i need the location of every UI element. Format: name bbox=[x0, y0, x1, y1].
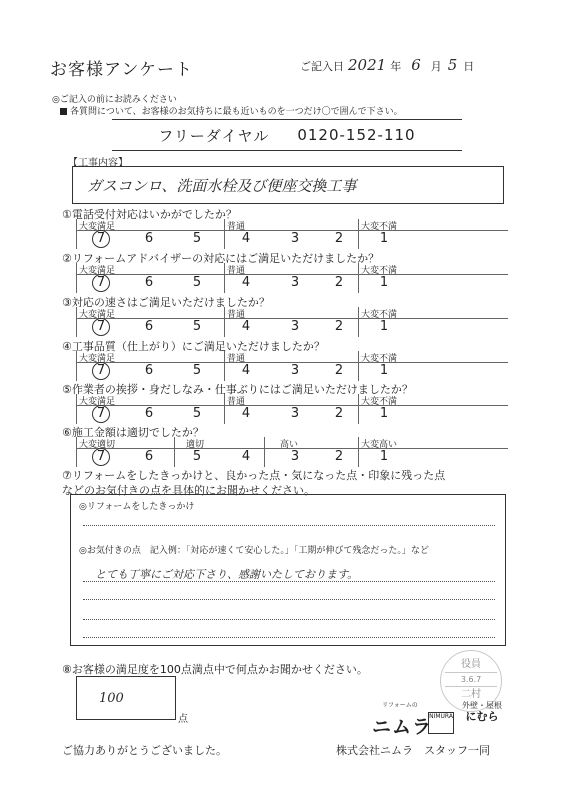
instruction-heading: ◎ご記入の前にお読みください bbox=[52, 95, 177, 105]
date-day-unit: 日 bbox=[463, 60, 475, 73]
scale-right-label: 大変高い bbox=[361, 440, 398, 450]
date-day: 5 bbox=[447, 56, 458, 74]
rating-option-7[interactable]: 7 bbox=[96, 406, 106, 421]
motivation-label: ◎リフォームをしたきっかけ bbox=[79, 502, 195, 512]
rating-option-5[interactable]: 5 bbox=[192, 449, 202, 464]
scale-right-label: 大変不満 bbox=[361, 354, 398, 364]
rating-scale-4 bbox=[76, 351, 508, 383]
question-8: ⑧お客様の満足度を100点満点中で何点かお聞かせください。 bbox=[62, 663, 368, 676]
question-5: ⑤作業者の挨拶・身だしなみ・仕事ぶりにはご満足いただけましたか？ bbox=[62, 383, 413, 396]
question-7-line1: ⑦リフォームをしたきっかけと、良かった点・気になった点・印象に残った点 bbox=[62, 469, 446, 482]
company-name: 株式会社ニムラ スタッフ一同 bbox=[336, 744, 490, 757]
scale-tick bbox=[224, 219, 225, 249]
scale-mid-label: 普通 bbox=[227, 222, 246, 232]
scale-tick bbox=[224, 307, 225, 337]
rating-option-4[interactable]: 4 bbox=[241, 231, 251, 246]
scale-left-label: 大変満足 bbox=[79, 397, 116, 407]
rating-option-5[interactable]: 5 bbox=[192, 363, 202, 378]
rating-option-5[interactable]: 5 bbox=[192, 275, 202, 290]
scale-left-label: 大変満足 bbox=[79, 222, 116, 232]
rating-option-5[interactable]: 5 bbox=[192, 319, 202, 334]
rating-option-5[interactable]: 5 bbox=[192, 231, 202, 246]
rating-scale-5 bbox=[76, 394, 508, 426]
date-year-unit: 年 bbox=[390, 60, 402, 73]
scale-right-label: 大変不満 bbox=[361, 266, 398, 276]
rating-option-1[interactable]: 1 bbox=[379, 231, 389, 246]
logo-mark-icon: NIMURA bbox=[428, 712, 454, 734]
scale-right-label: 大変不満 bbox=[361, 310, 398, 320]
thanks-message: ご協力ありがとうございました。 bbox=[62, 744, 227, 757]
freedial-label: フリーダイヤル bbox=[158, 126, 270, 145]
scale-mid-label: 普通 bbox=[227, 310, 246, 320]
scale-tick bbox=[358, 307, 359, 337]
rating-option-2[interactable]: 2 bbox=[334, 231, 344, 246]
feedback-box[interactable] bbox=[70, 494, 506, 646]
writing-line bbox=[83, 525, 495, 526]
rating-scale-3 bbox=[76, 307, 508, 339]
scale-tick bbox=[76, 437, 77, 467]
instruction-text bbox=[60, 104, 403, 117]
writing-line bbox=[83, 619, 495, 620]
scale-tick bbox=[358, 263, 359, 293]
question-7-line2: などのお気付きの点を具体的にお聞かせください。 bbox=[62, 484, 315, 497]
rating-option-2[interactable]: 2 bbox=[334, 319, 344, 334]
rating-option-3[interactable]: 3 bbox=[290, 406, 300, 421]
scale-tick bbox=[358, 351, 359, 381]
scale-left-label: 大変満足 bbox=[79, 310, 116, 320]
comments-label: ◎お気付きの点 記入例：「対応が速くて安心した。」「工期が伸びて残念だった。」など bbox=[79, 546, 429, 556]
scale-tick bbox=[174, 437, 175, 467]
scale-tick bbox=[264, 437, 265, 467]
scale-tick bbox=[358, 219, 359, 249]
scale-mid-label: 普通 bbox=[227, 397, 246, 407]
rating-option-7[interactable]: 7 bbox=[96, 319, 106, 334]
rating-option-4[interactable]: 4 bbox=[241, 275, 251, 290]
stamp-date: 3.6.7 bbox=[445, 672, 497, 687]
rating-option-2[interactable]: 2 bbox=[334, 363, 344, 378]
rating-option-6[interactable]: 6 bbox=[144, 363, 154, 378]
scale-right-label: 大変不満 bbox=[361, 222, 398, 232]
company-logo: ニムラ bbox=[372, 716, 433, 738]
score-unit: 点 bbox=[178, 714, 188, 725]
writing-line bbox=[83, 637, 495, 638]
scale-tick bbox=[76, 263, 77, 293]
writing-line bbox=[83, 599, 495, 600]
page-title: お客様アンケート bbox=[50, 60, 193, 80]
logo-tag-line1: 外壁・屋根 bbox=[462, 701, 502, 710]
bullet-square-icon bbox=[60, 108, 67, 115]
writing-line bbox=[83, 581, 495, 582]
rating-option-6[interactable]: 6 bbox=[144, 275, 154, 290]
scale-tick bbox=[224, 263, 225, 293]
rating-option-2[interactable]: 2 bbox=[334, 275, 344, 290]
rating-scale-1 bbox=[76, 219, 508, 251]
rating-option-1[interactable]: 1 bbox=[379, 449, 389, 464]
question-4: ④工事品質（仕上がり）にご満足いただけましたか？ bbox=[62, 340, 325, 353]
scale-mid-label: 適切 bbox=[186, 440, 205, 450]
scale-tick bbox=[76, 307, 77, 337]
rating-option-6[interactable]: 6 bbox=[144, 449, 154, 464]
rating-option-3[interactable]: 3 bbox=[290, 363, 300, 378]
scale-tick bbox=[224, 351, 225, 381]
scale-tick bbox=[358, 437, 359, 467]
scale-left-label: 大変適切 bbox=[79, 440, 116, 450]
rating-option-1[interactable]: 1 bbox=[379, 406, 389, 421]
question-3: ③対応の速さはご満足いただけましたか？ bbox=[62, 296, 270, 309]
scale-left-label: 大変満足 bbox=[79, 354, 116, 364]
scale-mid-label: 普通 bbox=[227, 354, 246, 364]
rating-option-1[interactable]: 1 bbox=[379, 275, 389, 290]
score-field[interactable] bbox=[76, 676, 176, 720]
stamp-name: 二村 bbox=[461, 689, 481, 700]
rating-option-3[interactable]: 3 bbox=[290, 319, 300, 334]
rating-option-5[interactable]: 5 bbox=[192, 406, 202, 421]
logo-tag-line2: にむら bbox=[465, 710, 499, 723]
scale-tick bbox=[76, 394, 77, 424]
rating-option-1[interactable]: 1 bbox=[379, 319, 389, 334]
rating-option-4[interactable]: 4 bbox=[241, 449, 251, 464]
scale-left-label: 大変満足 bbox=[79, 266, 116, 276]
date-year: 2021 bbox=[348, 56, 387, 74]
rating-option-3[interactable]: 3 bbox=[290, 449, 300, 464]
scale-mid2-label: 高い bbox=[280, 440, 299, 450]
scale-tick bbox=[76, 351, 77, 381]
question-1: ①電話受付対応はいかがでしたか？ bbox=[62, 208, 237, 221]
scale-tick bbox=[76, 219, 77, 249]
work-content-field[interactable] bbox=[72, 166, 504, 204]
date-month-unit: 月 bbox=[430, 60, 442, 73]
rating-option-4[interactable]: 4 bbox=[241, 363, 251, 378]
freedial-banner bbox=[112, 119, 462, 151]
rating-option-6[interactable]: 6 bbox=[144, 319, 154, 334]
rating-option-3[interactable]: 3 bbox=[290, 275, 300, 290]
rating-option-4[interactable]: 4 bbox=[241, 319, 251, 334]
scale-right-label: 大変不満 bbox=[361, 397, 398, 407]
rating-option-1[interactable]: 1 bbox=[379, 363, 389, 378]
question-6: ⑥施工金額は適切でしたか？ bbox=[62, 426, 204, 439]
rating-option-4[interactable]: 4 bbox=[241, 406, 251, 421]
rating-option-3[interactable]: 3 bbox=[290, 231, 300, 246]
freedial-number: 0120-152-110 bbox=[297, 126, 416, 144]
scale-mid-label: 普通 bbox=[227, 266, 246, 276]
instruction-body: 各質問について、お客様のお気持ちに最も近いものを一つだけ〇で囲んで下さい。 bbox=[70, 107, 403, 117]
date-label: ご記入日 bbox=[300, 60, 344, 73]
comment-text: とても丁寧にご対応下さり、感謝いたしております。 bbox=[95, 568, 359, 581]
rating-option-6[interactable]: 6 bbox=[144, 231, 154, 246]
rating-option-2[interactable]: 2 bbox=[334, 406, 344, 421]
rating-option-2[interactable]: 2 bbox=[334, 449, 344, 464]
rating-scale-6 bbox=[76, 437, 508, 469]
logo-tag bbox=[458, 700, 506, 722]
rating-option-7[interactable]: 7 bbox=[96, 363, 106, 378]
scale-tick bbox=[358, 394, 359, 424]
score-value: 100 bbox=[99, 690, 124, 706]
question-2: ②リフォームアドバイザーの対応にはご満足いただけましたか？ bbox=[62, 252, 380, 265]
rating-option-7[interactable]: 7 bbox=[96, 449, 106, 464]
date-month: 6 bbox=[411, 56, 421, 74]
work-section-label: 【工事内容】 bbox=[68, 158, 128, 169]
logo-subtitle: リフォームの bbox=[382, 702, 418, 709]
stamp-title: 役員 bbox=[461, 659, 481, 670]
work-content-value: ガスコンロ、洗面水栓及び便座交換工事 bbox=[87, 176, 357, 195]
rating-option-7[interactable]: 7 bbox=[96, 275, 106, 290]
rating-option-7[interactable]: 7 bbox=[96, 231, 106, 246]
rating-scale-2 bbox=[76, 263, 508, 295]
scale-tick bbox=[224, 394, 225, 424]
date-row bbox=[300, 56, 474, 74]
rating-option-6[interactable]: 6 bbox=[144, 406, 154, 421]
